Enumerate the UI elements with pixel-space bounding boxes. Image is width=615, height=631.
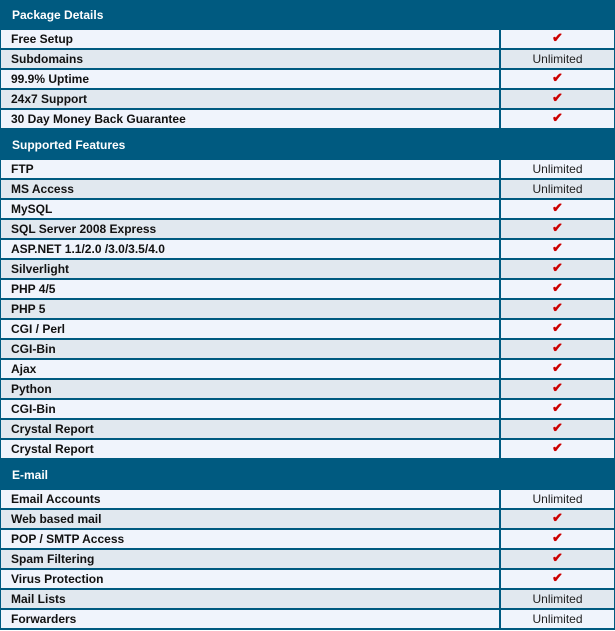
- feature-value: [501, 550, 614, 568]
- table-row: [1, 90, 614, 110]
- check-icon: ✔: [552, 380, 563, 395]
- feature-label: 24x7 Support: [1, 90, 501, 108]
- feature-label: Virus Protection: [1, 570, 501, 588]
- feature-label: MySQL: [1, 200, 501, 218]
- feature-label: 30 Day Money Back Guarantee: [1, 110, 501, 128]
- feature-value: [501, 240, 614, 258]
- feature-label: SQL Server 2008 Express: [1, 220, 501, 238]
- feature-label: ASP.NET 1.1/2.0 /3.0/3.5/4.0: [1, 240, 501, 258]
- table-row: [1, 380, 614, 400]
- table-row: [1, 490, 614, 510]
- feature-value: [501, 400, 614, 418]
- feature-label: PHP 5: [1, 300, 501, 318]
- feature-value: [501, 200, 614, 218]
- feature-value: [501, 220, 614, 238]
- check-icon: ✔: [552, 300, 563, 315]
- feature-label: Email Accounts: [1, 490, 501, 508]
- table-row: [1, 340, 614, 360]
- check-icon: ✔: [552, 360, 563, 375]
- table-row: [1, 220, 614, 240]
- feature-label: PHP 4/5: [1, 280, 501, 298]
- table-row: [1, 70, 614, 90]
- feature-label: FTP: [1, 160, 501, 178]
- table-row: [1, 320, 614, 340]
- check-icon: ✔: [552, 420, 563, 435]
- feature-value: [501, 420, 614, 438]
- table-row: [1, 240, 614, 260]
- feature-label: CGI-Bin: [1, 340, 501, 358]
- check-icon: ✔: [552, 260, 563, 275]
- feature-value: [501, 300, 614, 318]
- feature-value: Unlimited: [532, 182, 583, 196]
- check-icon: ✔: [552, 110, 563, 125]
- table-row: [1, 50, 614, 70]
- check-icon: ✔: [552, 550, 563, 565]
- check-icon: ✔: [552, 570, 563, 585]
- table-row: [1, 570, 614, 590]
- section-header: E-mail: [1, 460, 614, 490]
- feature-value: [501, 30, 614, 48]
- feature-label: Free Setup: [1, 30, 501, 48]
- feature-value: [501, 380, 614, 398]
- feature-value: [501, 260, 614, 278]
- check-icon: ✔: [552, 70, 563, 85]
- table-row: [1, 30, 614, 50]
- feature-value: Unlimited: [532, 162, 583, 176]
- check-icon: ✔: [552, 340, 563, 355]
- feature-value: [501, 360, 614, 378]
- check-icon: ✔: [552, 240, 563, 255]
- table-row: [1, 590, 614, 610]
- feature-label: Crystal Report: [1, 440, 501, 458]
- feature-label: 99.9% Uptime: [1, 70, 501, 88]
- table-row: [1, 530, 614, 550]
- check-icon: ✔: [552, 320, 563, 335]
- check-icon: ✔: [552, 200, 563, 215]
- section-header: Supported Features: [1, 130, 614, 160]
- feature-value: Unlimited: [532, 592, 583, 606]
- feature-label: CGI-Bin: [1, 400, 501, 418]
- feature-label: Subdomains: [1, 50, 501, 68]
- table-row: [1, 300, 614, 320]
- table-row: [1, 110, 614, 130]
- table-row: [1, 180, 614, 200]
- feature-value: [501, 510, 614, 528]
- feature-value: [501, 320, 614, 338]
- feature-label: POP / SMTP Access: [1, 530, 501, 548]
- feature-label: Mail Lists: [1, 590, 501, 608]
- feature-label: MS Access: [1, 180, 501, 198]
- table-row: [1, 160, 614, 180]
- check-icon: ✔: [552, 30, 563, 45]
- check-icon: ✔: [552, 400, 563, 415]
- table-row: [1, 260, 614, 280]
- check-icon: ✔: [552, 530, 563, 545]
- table-row: [1, 610, 614, 630]
- feature-value: [501, 70, 614, 88]
- feature-label: Forwarders: [1, 610, 501, 628]
- table-row: [1, 200, 614, 220]
- table-row: [1, 510, 614, 530]
- table-row: [1, 280, 614, 300]
- feature-value: [501, 530, 614, 548]
- feature-value: [501, 110, 614, 128]
- feature-value: [501, 440, 614, 458]
- feature-label: Web based mail: [1, 510, 501, 528]
- feature-label: Spam Filtering: [1, 550, 501, 568]
- feature-value: Unlimited: [532, 492, 583, 506]
- feature-label: Ajax: [1, 360, 501, 378]
- feature-label: CGI / Perl: [1, 320, 501, 338]
- feature-value: [501, 280, 614, 298]
- table-row: [1, 550, 614, 570]
- feature-value: [501, 340, 614, 358]
- section-header: Package Details: [1, 0, 614, 30]
- check-icon: ✔: [552, 510, 563, 525]
- feature-label: Silverlight: [1, 260, 501, 278]
- table-row: [1, 420, 614, 440]
- feature-label: Python: [1, 380, 501, 398]
- feature-value: [501, 90, 614, 108]
- check-icon: ✔: [552, 220, 563, 235]
- feature-label: Crystal Report: [1, 420, 501, 438]
- check-icon: ✔: [552, 440, 563, 455]
- check-icon: ✔: [552, 90, 563, 105]
- feature-value: Unlimited: [532, 52, 583, 66]
- table-row: [1, 400, 614, 420]
- table-row: [1, 440, 614, 460]
- feature-value: Unlimited: [532, 612, 583, 626]
- check-icon: ✔: [552, 280, 563, 295]
- table-row: [1, 360, 614, 380]
- feature-value: [501, 570, 614, 588]
